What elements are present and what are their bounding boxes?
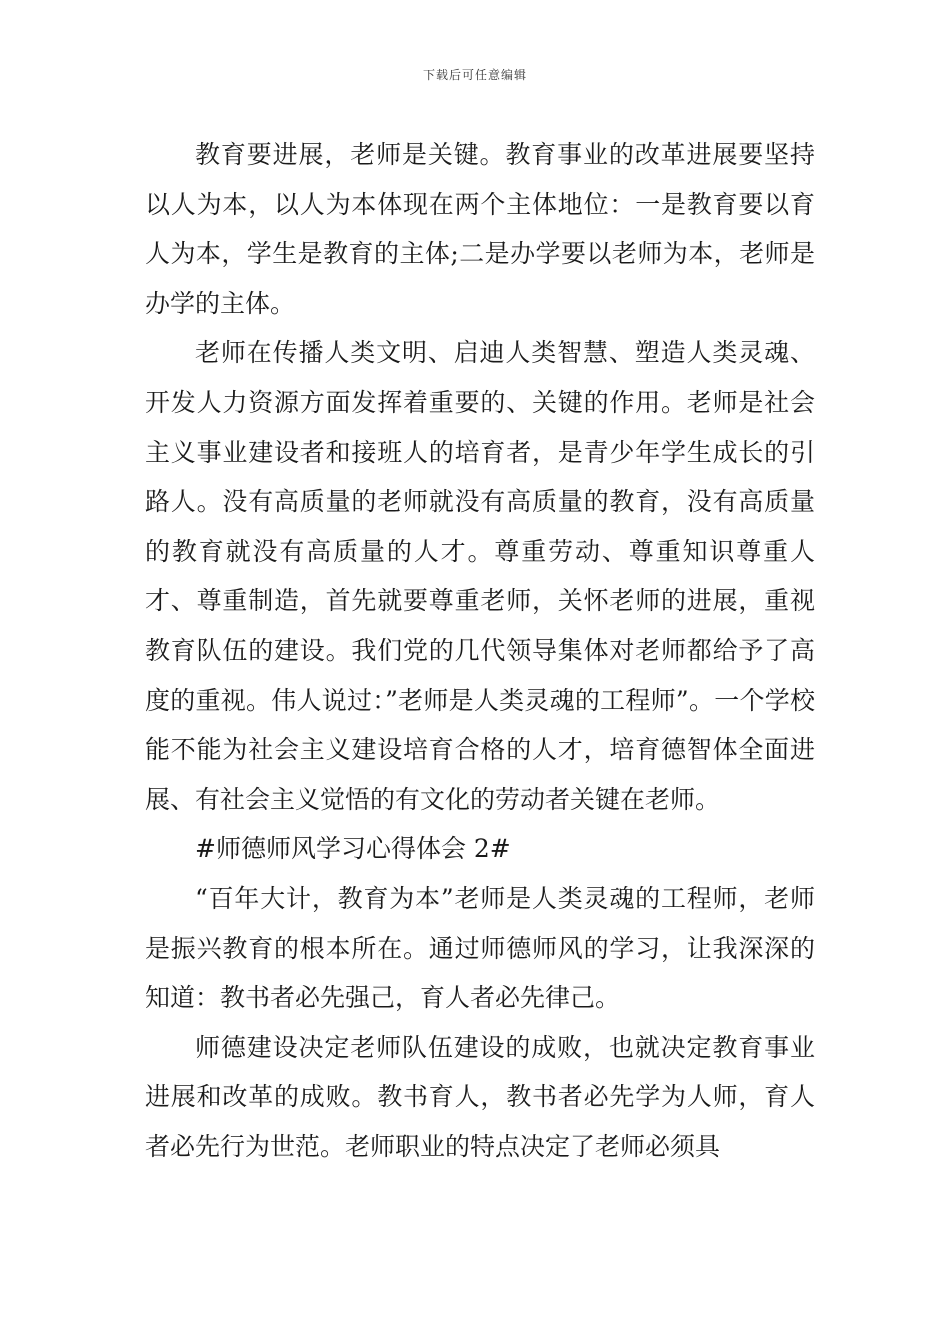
document-body — [145, 130, 815, 1171]
section-heading: #师德师风学习心得体会 2# — [195, 834, 511, 864]
paragraph-4: 师德建设决定老师队伍建设的成败，也就决定教育事业进展和改革的成败。教书育人，教书者必先学为人师，育人者必先行为世范。老师职业的特点决定了老师必须具 — [145, 1032, 815, 1161]
paragraph-3: “百年大计，教育为本”老师是人类灵魂的工程师，老师是振兴教育的根本所在。通过师德师风的学习，让我深深的知道：教书者必先强己，育人者必先律己。 — [145, 883, 815, 1013]
paragraph-1: 教育要进展，老师是关键。教育事业的改革进展要坚持以人为本，以人为本体现在两个主体地位：一是教育要以育人为本，学生是教育的主体;二是办学要以老师为本，老师是办学的主体。 — [145, 140, 815, 318]
download-note: 下载后可任意编辑 — [422, 68, 527, 82]
paragraph-2: 老师在传播人类文明、启迪人类智慧、塑造人类灵魂、开发人力资源方面发挥着重要的、关键的作用。老师是社会主义事业建设者和接班人的培育者，是青少年学生成长的引路人。没有高质量的老师就没有高质量的教育，没有高质量的教育就没有高质量的人才。尊重劳动、尊重知识尊重人才、尊重制造，首先就要尊重老师，关怀老师的进展，重视教育队伍的建设。我们党的几代领导集体对老师都给予了高度的重视。伟人说过：”老师是人类灵魂的工程师”。一个学校能不能为社会主义建设培育合格的人才，培育德智体全面进展、有社会主义觉悟的有文化的劳动者关键在老师。 — [145, 338, 815, 814]
